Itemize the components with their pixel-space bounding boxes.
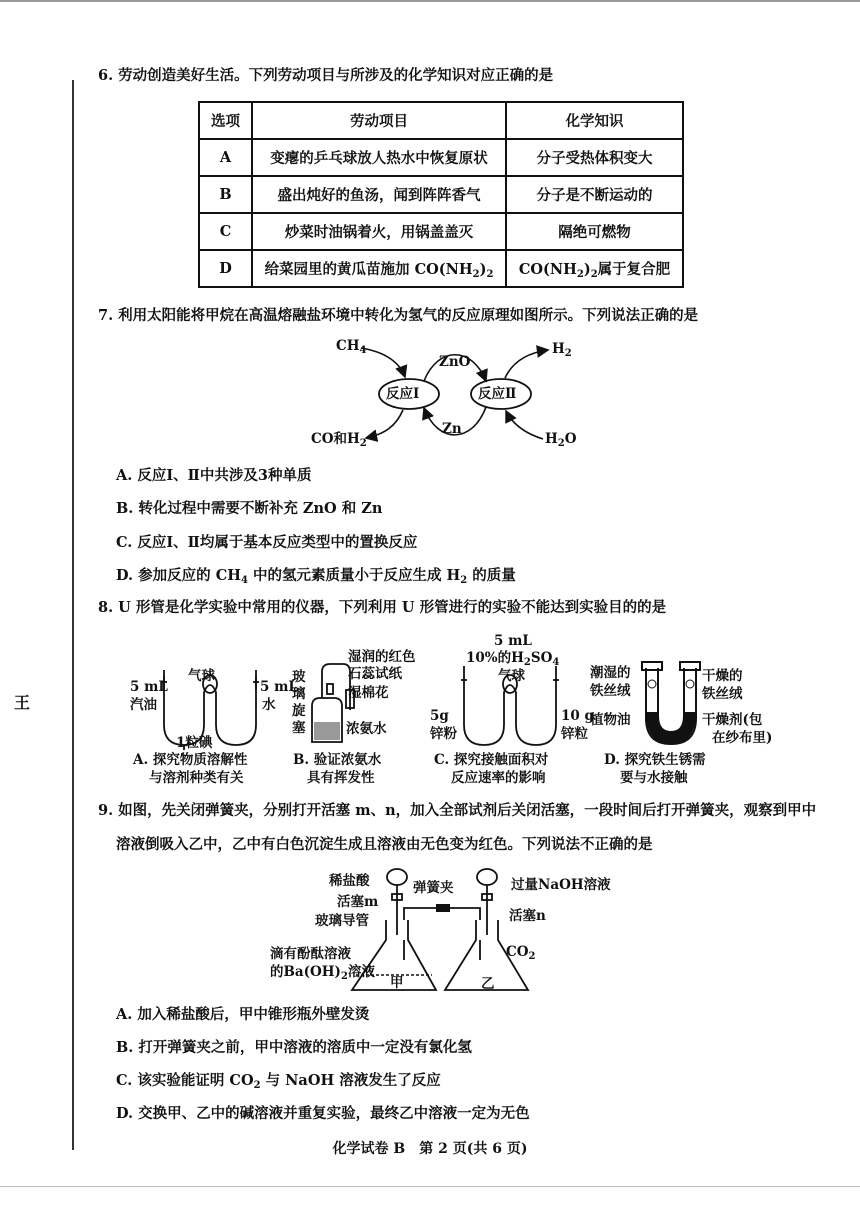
header-labor: 劳动项目 [252,102,506,139]
label: 石蕊试纸 [348,666,402,682]
row-knowledge: $CO(NH_2)_2$属于复合肥 [506,250,683,287]
label: 塞 [292,720,306,736]
row-option: C [199,213,252,250]
label: 潮湿的 [590,665,631,681]
label: $CO_2$ [506,944,536,962]
label: 滴有酚酞溶液 [270,946,351,962]
label: 玻璃导管 [315,913,369,929]
caption: C. 探究接触面积对 [434,752,549,768]
reaction-1-label: 反应Ⅰ [386,386,420,402]
q7-option-d: D. 参加反应的 $CH_4$ 中的氢元素质量小于反应生成 $H_2$ 的质量 [116,567,516,586]
row-knowledge: 分子受热体积变大 [506,139,683,176]
caption: B. 验证浓氨水 [293,752,382,768]
caption: 具有挥发性 [307,770,375,786]
label: 干燥的 [702,668,743,684]
q8-stem: 8. U 形管是化学实验中常用的仪器，下列利用 U 形管进行的实验不能达到实验目的的是 [98,599,667,616]
label: 甲 [390,975,404,991]
label: 旋 [292,703,306,719]
label: 气球 [498,668,525,684]
label: 气球 [188,668,215,684]
label: 锌粒 [561,726,588,742]
bottom-border [0,1186,860,1187]
label: 干燥剂(包 [702,712,763,728]
caption: A. 探究物质溶解性 [133,752,248,768]
label: 湿棉花 [348,685,389,701]
q9-stem-line2: 溶液倒吸入乙中，乙中有白色沉淀生成且溶液由无色变为红色。下列说法不正确的是 [116,836,653,853]
label: 玻 [292,669,306,685]
q9-option-a: A. 加入稀盐酸后，甲中锥形瓶外壁发烫 [116,1006,370,1023]
label: 1粒碘 [176,735,213,751]
label: 5g [430,708,449,724]
row-labor: 盛出炖好的鱼汤，闻到阵阵香气 [252,176,506,213]
q7-option-c: C. 反应Ⅰ、Ⅱ均属于基本反应类型中的置换反应 [116,534,418,551]
row-knowledge: 分子是不断运动的 [506,176,683,213]
label: 汽油 [130,697,157,713]
label: 浓氨水 [346,721,387,737]
row-knowledge: 隔绝可燃物 [506,213,683,250]
label: 5 mL [130,679,168,695]
q9-option-b: B. 打开弹簧夹之前，甲中溶液的溶质中一定没有氯化氢 [116,1039,472,1056]
header-knowledge: 化学知识 [506,102,683,139]
label: 5 mL [260,679,298,695]
label: 璃 [292,686,306,702]
h2o-label: $H_2O$ [545,431,577,449]
caption: D. 探究铁生锈需 [604,752,706,768]
label: 5 mL [494,633,532,649]
side-mark: 王 [14,693,31,712]
label: 活塞m [337,894,379,910]
q9-option-d: D. 交换甲、乙中的碱溶液并重复实验，最终乙中溶液一定为无色 [116,1105,530,1122]
q7-option-a: A. 反应Ⅰ、Ⅱ中共涉及3种单质 [116,467,312,484]
reaction-2-label: 反应Ⅱ [478,386,517,402]
label: 乙 [481,976,495,992]
row-labor: 给菜园里的黄瓜苗施加 $CO(NH_2)_2$ [252,250,506,287]
q7-stem: 7. 利用太阳能将甲烷在高温熔融盐环境中转化为氢气的反应原理如图所示。下列说法正确的是 [98,307,699,324]
label: 铁丝绒 [590,683,631,699]
q9-option-c: C. 该实验能证明 $CO_2$ 与 NaOH 溶液发生了反应 [116,1072,441,1091]
caption: 要与水接触 [620,770,688,786]
caption: 反应速率的影响 [451,770,546,786]
label: 活塞n [509,908,546,924]
label: 的$Ba(OH)_2$溶液 [270,964,375,982]
label: 10%的$H_2SO_4$ [466,650,560,668]
label: 锌粉 [430,726,457,742]
q7-option-b: B. 转化过程中需要不断补充 ZnO 和 Zn [116,500,383,517]
q6-stem: 6. 劳动创造美好生活。下列劳动项目与所涉及的化学知识对应正确的是 [98,67,554,84]
label: 10 g [561,708,594,724]
zn-label: Zn [442,421,462,437]
row-option: D [199,250,252,287]
label: 弹簧夹 [413,880,454,896]
caption: 与溶剂种类有关 [149,770,244,786]
zno-label: ZnO [439,354,471,370]
label: 水 [262,697,276,713]
label: 湿润的红色 [348,649,416,665]
label: 过量NaOH溶液 [511,877,611,893]
ch4-label: $CH_4$ [336,338,367,356]
h2-label: $H_2$ [552,341,572,359]
row-labor: 变瘪的乒乓球放人热水中恢复原状 [252,139,506,176]
row-option: B [199,176,252,213]
label: 植物油 [590,712,631,728]
header-option: 选项 [199,102,252,139]
label: 铁丝绒 [702,686,743,702]
co-h2-label: CO和$H_2$ [311,431,367,449]
page-footer: 化学试卷 B 第 2 页(共 6 页) [332,1141,528,1157]
row-option: A [199,139,252,176]
row-labor: 炒菜时油锅着火，用锅盖盖灭 [252,213,506,250]
q9-stem-line1: 9. 如图，先关闭弹簧夹，分别打开活塞 m、n，加入全部试剂后关闭活塞，一段时间后打开弹簧夹，观察到甲中 [98,802,817,819]
label: 在纱布里) [712,730,773,746]
label: 稀盐酸 [329,873,370,889]
